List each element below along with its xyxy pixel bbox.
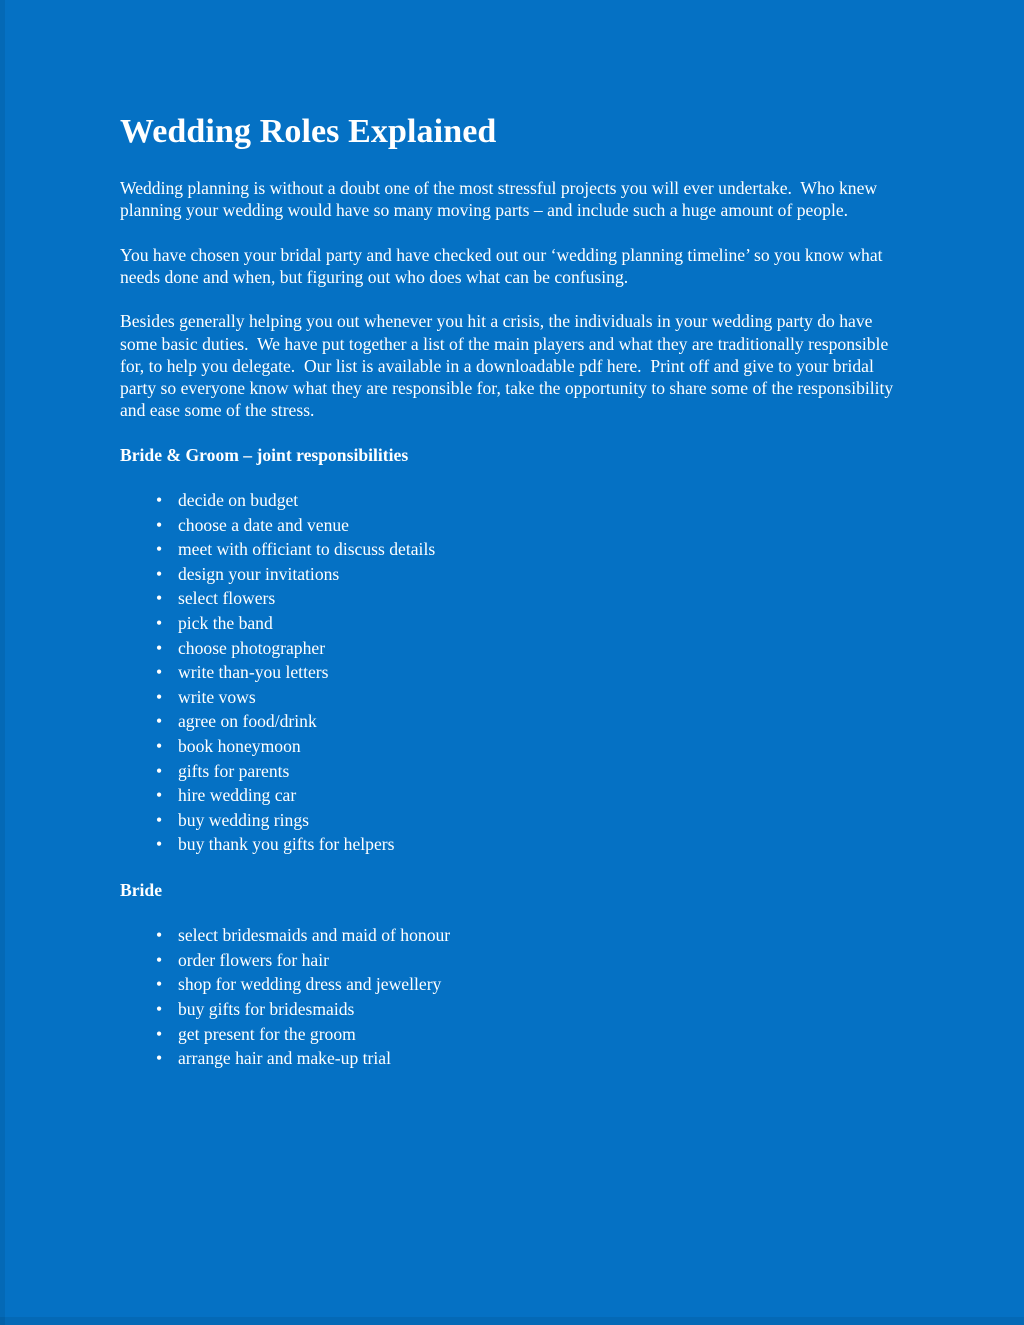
intro-paragraph-1: Wedding planning is without a doubt one of the most stressful projects you will ever undertake. Who knew planning your wedding would have so many moving parts – and include such a huge amount of people. (120, 178, 882, 221)
list-item-label: gifts for parents (178, 760, 290, 781)
list-item-label: choose photographer (178, 637, 326, 658)
bullet-icon: • (156, 1023, 163, 1044)
list-item (120, 997, 910, 1022)
page-title: Wedding Roles Explained (120, 113, 497, 150)
list-item (120, 636, 910, 661)
bullet-icon: • (156, 490, 163, 511)
list-item (120, 660, 910, 685)
section-heading-bride: Bride (120, 879, 163, 900)
bride-responsibilities-list (120, 923, 910, 1071)
list-item-label: meet with officiant to discuss details (178, 539, 436, 560)
list-item-label: shop for wedding dress and jewellery (178, 974, 442, 995)
list-item (120, 562, 910, 587)
list-item-label: select bridesmaids and maid of honour (178, 925, 451, 946)
section-heading-bride-and-groom: Bride & Groom – joint responsibilities (120, 444, 409, 465)
list-item-label: write than-you letters (178, 662, 329, 683)
bullet-icon: • (156, 1048, 163, 1069)
list-item-label: hire wedding car (178, 785, 297, 806)
list-item (120, 808, 910, 833)
list-item-label: arrange hair and make-up trial (178, 1048, 391, 1069)
list-item-label: order flowers for hair (178, 949, 329, 970)
bullet-icon: • (156, 539, 163, 560)
list-item-label: buy thank you gifts for helpers (178, 834, 395, 855)
list-item (120, 586, 910, 611)
bullet-icon: • (156, 974, 163, 995)
bullet-icon: • (156, 613, 163, 634)
list-item (120, 513, 910, 538)
list-item (120, 611, 910, 636)
list-item-label: choose a date and venue (178, 514, 349, 535)
list-item (120, 685, 910, 710)
list-item (120, 923, 910, 948)
list-item-label: write vows (178, 686, 256, 707)
list-item-label: buy wedding rings (178, 809, 309, 830)
bullet-icon: • (156, 662, 163, 683)
bullet-icon: • (156, 809, 163, 830)
list-item (120, 832, 910, 857)
bullet-icon: • (156, 760, 163, 781)
list-item-label: book honeymoon (178, 736, 301, 756)
list-item (120, 948, 910, 973)
list-item (120, 1022, 910, 1047)
page-edge-shadow-left (0, 0, 5, 1325)
list-item-label: decide on budget (178, 490, 299, 511)
list-item (120, 972, 910, 997)
list-item-label: buy gifts for bridesmaids (178, 999, 355, 1020)
bullet-icon: • (156, 925, 163, 946)
list-item-label: agree on food/drink (178, 711, 317, 732)
list-item (120, 759, 910, 784)
list-item-label: select flowers (178, 588, 276, 609)
intro-paragraph-3: Besides generally helping you out whenever you hit a crisis, the individuals in your wedding party do have some basic duties. We have put together a list of the main players and what they are traditionally responsible for, to help you delegate. Our list is available in a downloadable pdf here. Print off and give to your bridal party so everyone know what they are responsible for, take the opportunity to share some of the responsibility and ease some of the stress. (120, 311, 898, 421)
list-item (120, 734, 910, 759)
bullet-icon: • (156, 588, 163, 609)
list-item-label: design your invitations (178, 563, 340, 584)
intro-paragraph-2: You have chosen your bridal party and have checked out our ‘wedding planning timeline’ so you know what needs done and when, but figuring out who does what can be confusing. (120, 244, 887, 287)
list-item (120, 709, 910, 734)
bullet-icon: • (156, 563, 163, 584)
bullet-icon: • (156, 949, 163, 970)
list-item (120, 783, 910, 808)
bullet-icon: • (156, 686, 163, 707)
list-item-label: get present for the groom (178, 1023, 356, 1044)
bullet-icon: • (156, 637, 163, 658)
bullet-icon: • (156, 785, 163, 806)
list-item (120, 1046, 910, 1071)
page-edge-shadow-bottom (0, 1317, 1024, 1325)
bullet-icon: • (156, 711, 163, 732)
list-item-label: pick the band (178, 613, 273, 634)
document-content (120, 112, 910, 1093)
list-item (120, 488, 910, 513)
list-item (120, 537, 910, 562)
bullet-icon: • (156, 999, 163, 1020)
bullet-icon: • (156, 514, 163, 535)
bride-and-groom-responsibilities-list (120, 488, 910, 857)
bullet-icon: • (156, 736, 163, 756)
bullet-icon: • (156, 834, 163, 855)
